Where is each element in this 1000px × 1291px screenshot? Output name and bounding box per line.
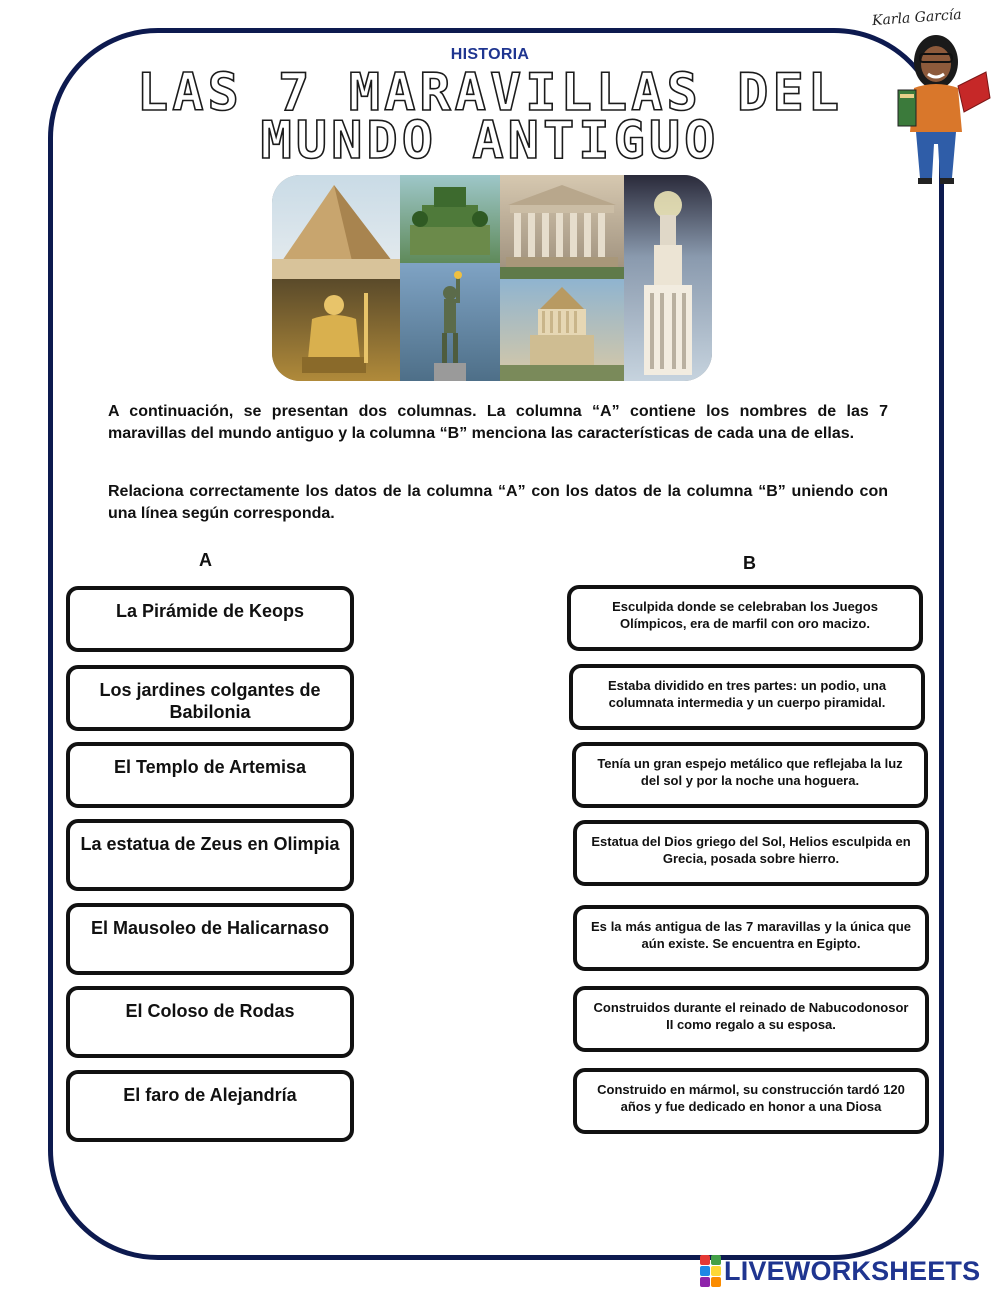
wonders-collage — [272, 175, 712, 381]
logo-blocks-icon — [700, 1255, 721, 1287]
column-a-item[interactable]: El Mausoleo de Halicarnaso — [66, 903, 354, 975]
column-a-item[interactable]: La Pirámide de Keops — [66, 586, 354, 652]
title-line-2: MUNDO ANTIGUO — [260, 111, 720, 171]
column-b-item[interactable]: Construidos durante el reinado de Nabucodonosor II como regalo a su esposa. — [573, 986, 929, 1052]
column-a-item[interactable]: El Templo de Artemisa — [66, 742, 354, 808]
faro-de-alejandria-image — [624, 175, 712, 381]
column-a-item[interactable]: El Coloso de Rodas — [66, 986, 354, 1058]
jardines-colgantes-image — [400, 175, 500, 263]
column-b-item[interactable]: Esculpida donde se celebraban los Juegos Olímpicos, era de marfil con oro macizo. — [567, 585, 923, 651]
instructions-paragraph-1: A continuación, se presentan dos columnas. La columna “A” contiene los nombres de las 7 maravillas del mundo antiguo y la columna “B” menciona las características de cada una de ellas. — [108, 403, 888, 442]
logo-text: LIVEWORKSHEETS — [724, 1255, 981, 1286]
author-signature: Karla García — [871, 6, 963, 30]
column-b-item[interactable]: Construido en mármol, su construcción tardó 120 años y fue dedicado en honor a una Diosa — [573, 1068, 929, 1134]
liveworksheets-logo — [700, 1256, 980, 1286]
column-a-item[interactable]: Los jardines colgantes de Babilonia — [66, 665, 354, 731]
coloso-de-rodas-image — [400, 263, 500, 381]
column-a-item[interactable]: La estatua de Zeus en Olimpia — [66, 819, 354, 891]
instructions-paragraph-2: Relaciona correctamente los datos de la columna “A” con los datos de la columna “B” uniendo con una línea según corresponda. — [108, 483, 888, 522]
column-b-item[interactable]: Tenía un gran espejo metálico que reflejaba la luz del sol y por la noche una hoguera. — [572, 742, 928, 808]
column-b-item[interactable]: Estaba dividido en tres partes: un podio, una columnata intermedia y un cuerpo piramidal. — [569, 664, 925, 730]
title-line-1: LAS 7 MARAVILLAS DEL — [136, 63, 844, 123]
subject-label: HISTORIA — [450, 46, 530, 63]
column-a-heading: A — [199, 550, 212, 570]
estatua-de-zeus-image — [272, 279, 400, 381]
column-a-item[interactable]: El faro de Alejandría — [66, 1070, 354, 1142]
column-b-item[interactable]: Estatua del Dios griego del Sol, Helios esculpida en Grecia, posada sobre hierro. — [573, 820, 929, 886]
column-b-heading: B — [743, 553, 756, 573]
templo-de-artemisa-image — [500, 175, 624, 279]
piramide-de-keops-image — [272, 175, 400, 279]
column-b-item[interactable]: Es la más antigua de las 7 maravillas y la única que aún existe. Se encuentra en Egipto. — [573, 905, 929, 971]
mausoleo-image — [500, 279, 624, 381]
